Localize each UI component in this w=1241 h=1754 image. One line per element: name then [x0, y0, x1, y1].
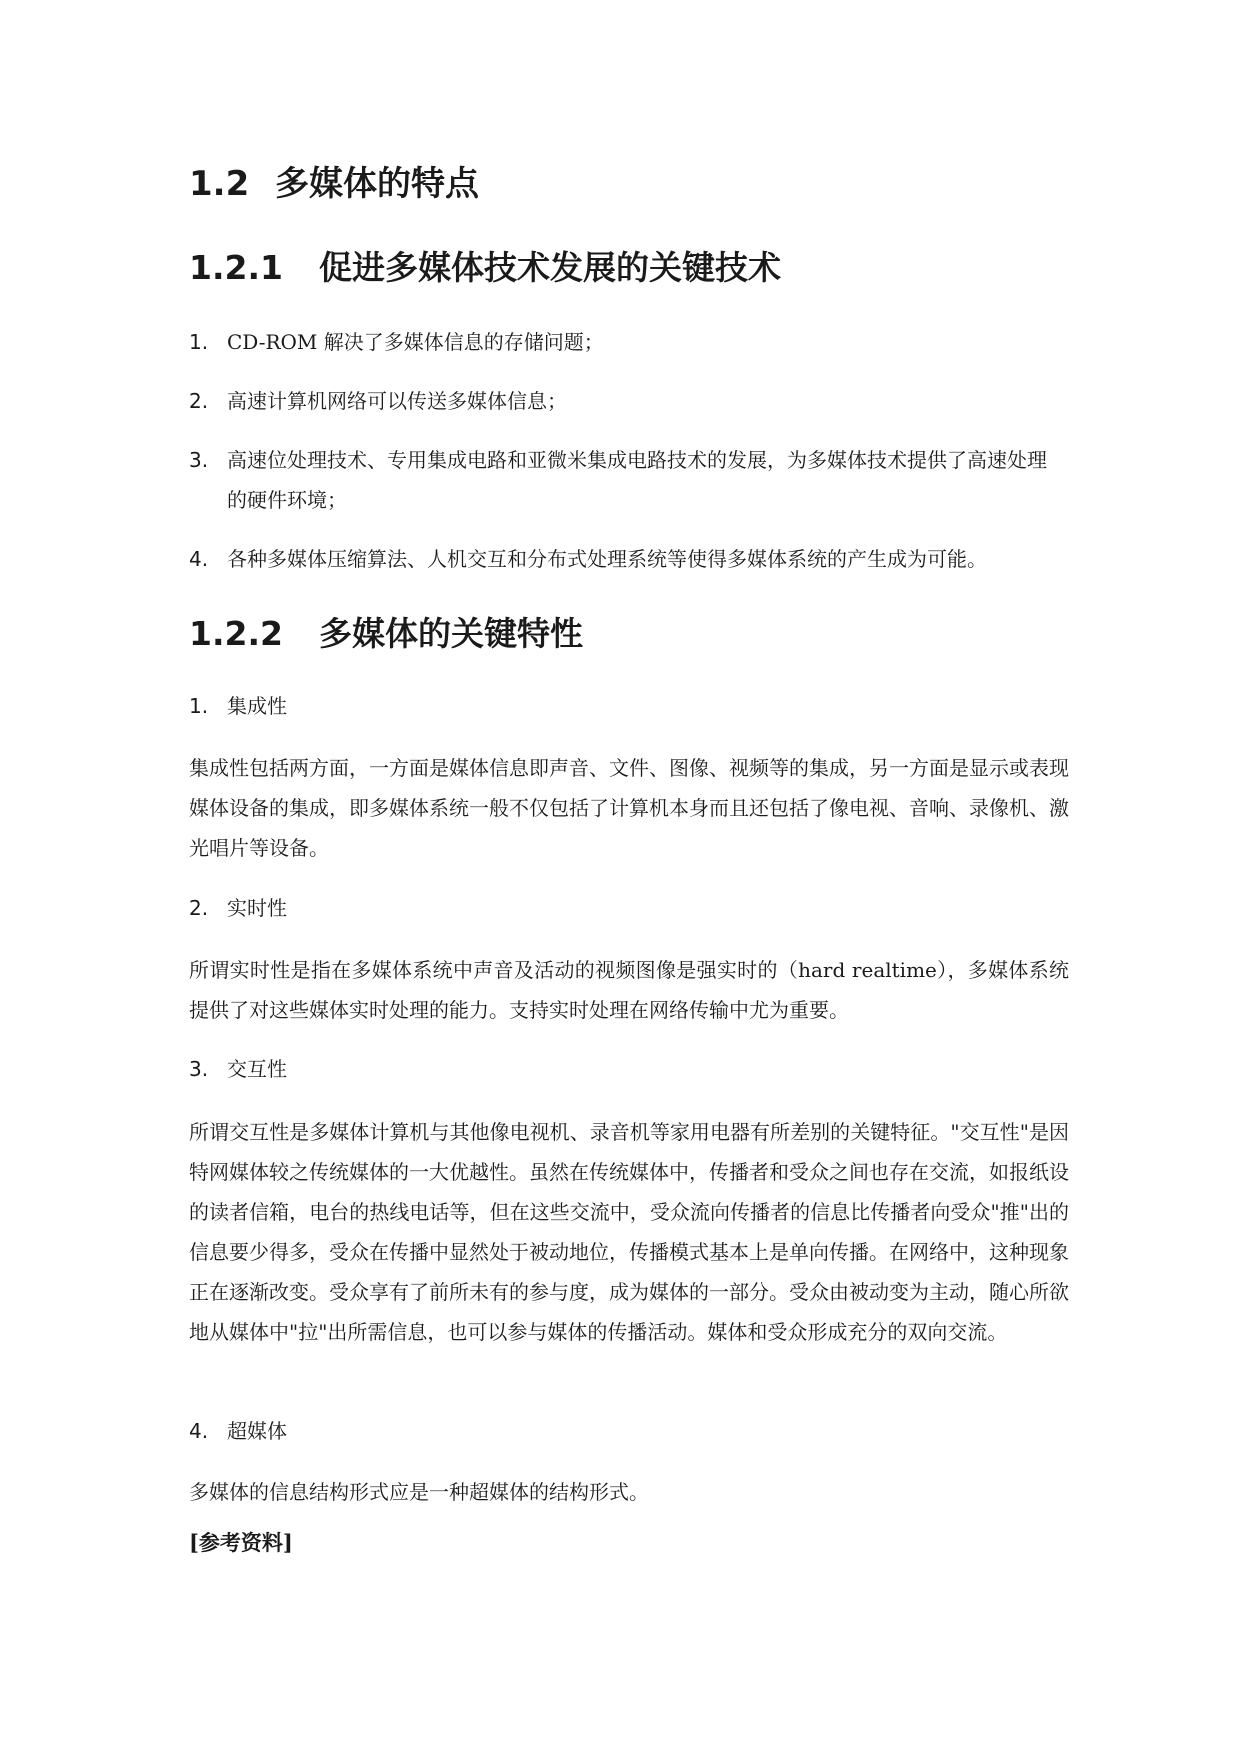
list-item-text: 高速计算机网络可以传送多媒体信息； — [227, 389, 567, 413]
list-item-text: CD-ROM 解决了多媒体信息的存储问题； — [227, 330, 604, 354]
list-item — [189, 440, 1059, 520]
list-item-number: 2. — [189, 389, 209, 413]
list-item-number: 3. — [189, 448, 209, 472]
feature-label: 实时性 — [227, 896, 287, 920]
list-item — [189, 322, 1059, 362]
subsection-title: 多媒体的关键特性 — [319, 614, 583, 653]
feature-label-integration — [189, 686, 287, 726]
feature-number: 1. — [189, 694, 209, 718]
section-number: 1.2 — [189, 164, 250, 204]
subsection-heading-2 — [189, 612, 583, 656]
feature-label-hypermedia — [189, 1411, 287, 1451]
references-heading: [参考资料] — [189, 1530, 293, 1555]
feature-paragraph-integration: 集成性包括两方面，一方面是媒体信息即声音、文件、图像、视频等的集成，另一方面是显示或表现媒体设备的集成，即多媒体系统一般不仅包括了计算机本身而且还包括了像电视、音响、录像机、激光唱片等设备。 — [189, 756, 1069, 860]
feature-label-realtime — [189, 888, 287, 928]
key-tech-list — [189, 322, 1059, 598]
list-item-text: 各种多媒体压缩算法、人机交互和分布式处理系统等使得多媒体系统的产生成为可能。 — [227, 547, 987, 571]
list-item — [189, 381, 1059, 421]
feature-number: 4. — [189, 1419, 209, 1443]
list-item-number: 1. — [189, 330, 209, 354]
feature-paragraph-realtime: 所谓实时性是指在多媒体系统中声音及活动的视频图像是强实时的（hard realtime），多媒体系统提供了对这些媒体实时处理的能力。支持实时处理在网络传输中尤为重要。 — [189, 958, 1069, 1022]
feature-number: 3. — [189, 1057, 209, 1081]
section-heading — [189, 162, 479, 206]
section-title: 多媒体的特点 — [275, 164, 479, 204]
list-item-text: 高速位处理技术、专用集成电路和亚微米集成电路技术的发展，为多媒体技术提供了高速处理的硬件环境； — [227, 448, 1047, 512]
feature-number: 2. — [189, 896, 209, 920]
list-item — [189, 539, 1059, 579]
subsection-number: 1.2.2 — [189, 614, 283, 653]
feature-paragraph-interactivity: 所谓交互性是多媒体计算机与其他像电视机、录音机等家用电器有所差别的关键特征。"交互性"是因特网媒体较之传统媒体的一大优越性。虽然在传统媒体中，传播者和受众之间也存在交流，如报纸设的读者信箱，电台的热线电话等，但在这些交流中，受众流向传播者的信息比传播者向受众"推"出的信息要少得多，受众在传播中显然处于被动地位，传播模式基本上是单向传播。在网络中，这种现象正在逐渐改变。受众享有了前所未有的参与度，成为媒体的一部分。受众由被动变为主动，随心所欲地从媒体中"拉"出所需信息，也可以参与媒体的传播活动。媒体和受众形成充分的双向交流。 — [189, 1120, 1069, 1344]
subsection-number: 1.2.1 — [189, 248, 283, 287]
subsection-title: 促进多媒体技术发展的关键技术 — [319, 248, 781, 287]
feature-label-interactivity — [189, 1049, 287, 1089]
feature-label: 超媒体 — [227, 1419, 287, 1443]
feature-label: 集成性 — [227, 694, 287, 718]
subsection-heading-1 — [189, 246, 781, 290]
feature-paragraph-hypermedia: 多媒体的信息结构形式应是一种超媒体的结构形式。 — [189, 1480, 649, 1504]
list-item-number: 4. — [189, 547, 209, 571]
feature-label: 交互性 — [227, 1057, 287, 1081]
